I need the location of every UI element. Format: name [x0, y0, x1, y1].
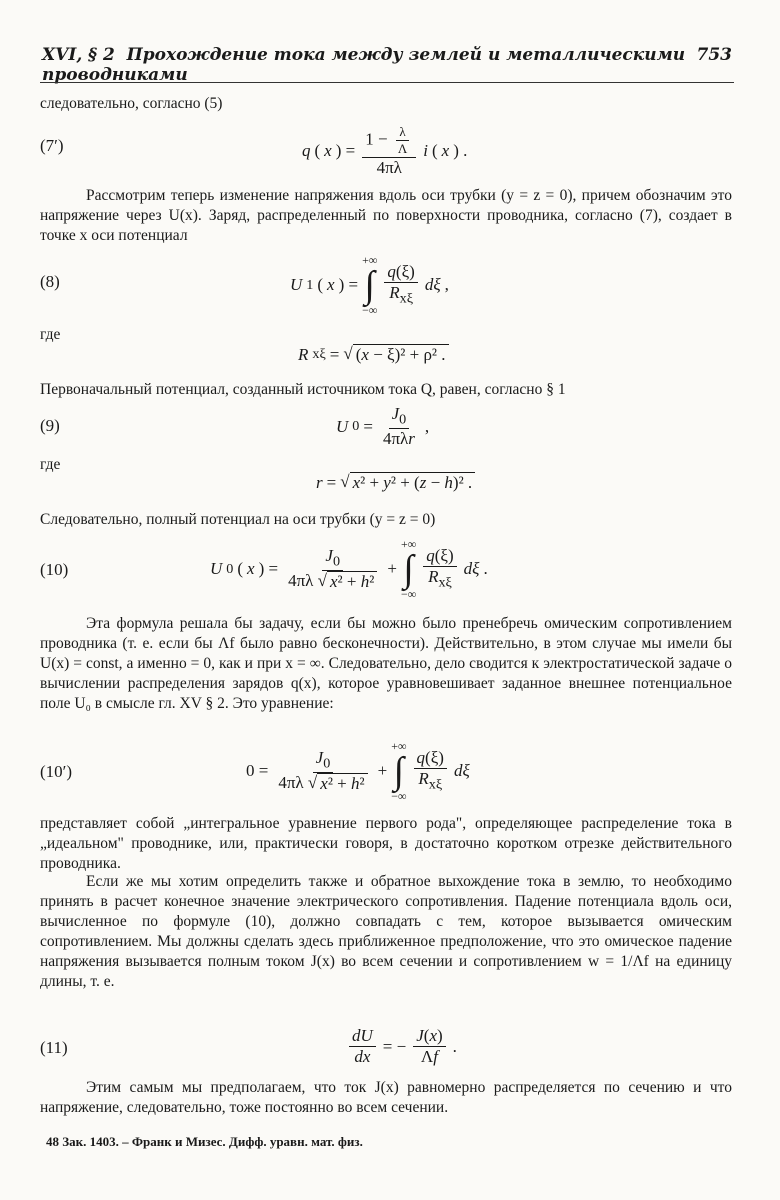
running-header — [42, 45, 732, 85]
header-rule — [40, 82, 734, 83]
equation-11 — [40, 1026, 732, 1074]
equation-formula: U 1 ( x ) = +∞ ∫ −∞ $\frac{q(\xi)}{R_{x\xi}}$ dξ , — [290, 253, 449, 317]
paragraph-8: Этим самым мы предполагаем, что ток J(x) равномерно распределяется по сечению и что напряжение, следовательно, тоже постоянно во всем сечении. — [40, 1079, 732, 1116]
equation-formula: q ( x ) = 1 − $\frac{\lambda}{\Lambda}$ 4πλ i ( x ) . — [302, 124, 468, 177]
footer-note: 48 Зак. 1403. – Франк и Мизес. Дифф. уравн. мат. физ. — [46, 1134, 363, 1149]
page-number: 753 — [696, 45, 732, 65]
paragraph-4: Следовательно, полный потенциал на оси трубки (y = z = 0) — [40, 511, 436, 528]
equation-formula: R xξ = √ (x − ξ)² + ρ² . — [298, 344, 449, 365]
paragraph-7: Если же мы хотим определить также и обратное выхождение тока в землю, то необходимо принять в расчет конечное значение электрического сопротивления. Падение потенциала вдоль оси, вычисленное по формуле (10), должно совпадать с тем, которое вызывается омическим сопротивлением. Мы должны сделать здесь приближенное предположение, что это омическое падение напряжения вызывается полным током J(x) во всем сечении и сопротивлением w = 1/Λf на единицу длины, т. е. — [40, 873, 732, 990]
equation-formula: $\frac{dU}{dx}$ = − $\frac{J(x)}{\Lambda f}$ . — [346, 1026, 457, 1067]
equation-number: (8) — [40, 272, 60, 291]
paragraph-5: Эта формула решала бы задачу, если бы можно было пренебречь омическим сопротивлением проводника (т. е. если бы Λf было равно бесконечности). Действительно, в этом случае мы имели бы U(x) = const, а именно = 0, как и при x = ∞. Следовательно, дело сводится к электростатической задаче о вычислении распределения зарядов q(x), которое уравновешивает заданное внешнее потенциальное поле U₀ в смысле гл. XV § 2. Это уравнение: — [40, 615, 732, 712]
equation-formula: U 0 ( x ) = $J_0$ 4πλ √ x² + h² + +∞ ∫ −∞ $\frac{q(\xi)}{R_{x\xi}}$ dξ . — [210, 537, 488, 601]
paragraph-2: Рассмотрим теперь изменение напряжения вдоль оси трубки (y = z = 0), причем обозначим это напряжение через U(x). Заряд, распределенный по поверхности проводника, согласно (7), создает в точке x оси потенциал — [40, 187, 732, 244]
equation-number: (11) — [40, 1038, 68, 1057]
equation-formula: U 0 = $\frac{J_0}{\text{4πλr}}$ , — [336, 404, 430, 449]
equation-7-prime — [40, 124, 732, 177]
equation-10 — [40, 537, 732, 601]
equation-10-prime — [40, 739, 732, 803]
equation-formula: r = √ x² + y² + (z − h)² . — [316, 472, 475, 493]
paragraph-1: следовательно, согласно (5) — [40, 95, 223, 112]
equation-number: (10) — [40, 560, 69, 579]
where-label-1: где — [40, 326, 61, 343]
equation-formula: 0 = $J_0$ 4πλ √ x² + h² + +∞ ∫ −∞ $\frac{q(\xi)}{R_{x\xi}}$ dξ — [246, 739, 470, 803]
equation-number: (7′) — [40, 136, 64, 155]
equation-9 — [40, 404, 732, 452]
header-title: XVI, § 2 Прохождение тока между землей и металлическими проводниками — [42, 45, 686, 85]
paragraph-3: Первоначальный потенциал, созданный источником тока Q, равен, согласно § 1 — [40, 381, 566, 398]
where-label-2: где — [40, 456, 61, 473]
equation-8 — [40, 253, 732, 317]
equation-number: (9) — [40, 416, 60, 435]
paragraph-6: представляет собой „интегральное уравнение первого рода", определяющее распределение тока в „идеальном" проводнике, или, практически говоря, в достаточно коротком отрезке действительного проводника. — [40, 815, 732, 872]
equation-number: (10′) — [40, 762, 73, 781]
